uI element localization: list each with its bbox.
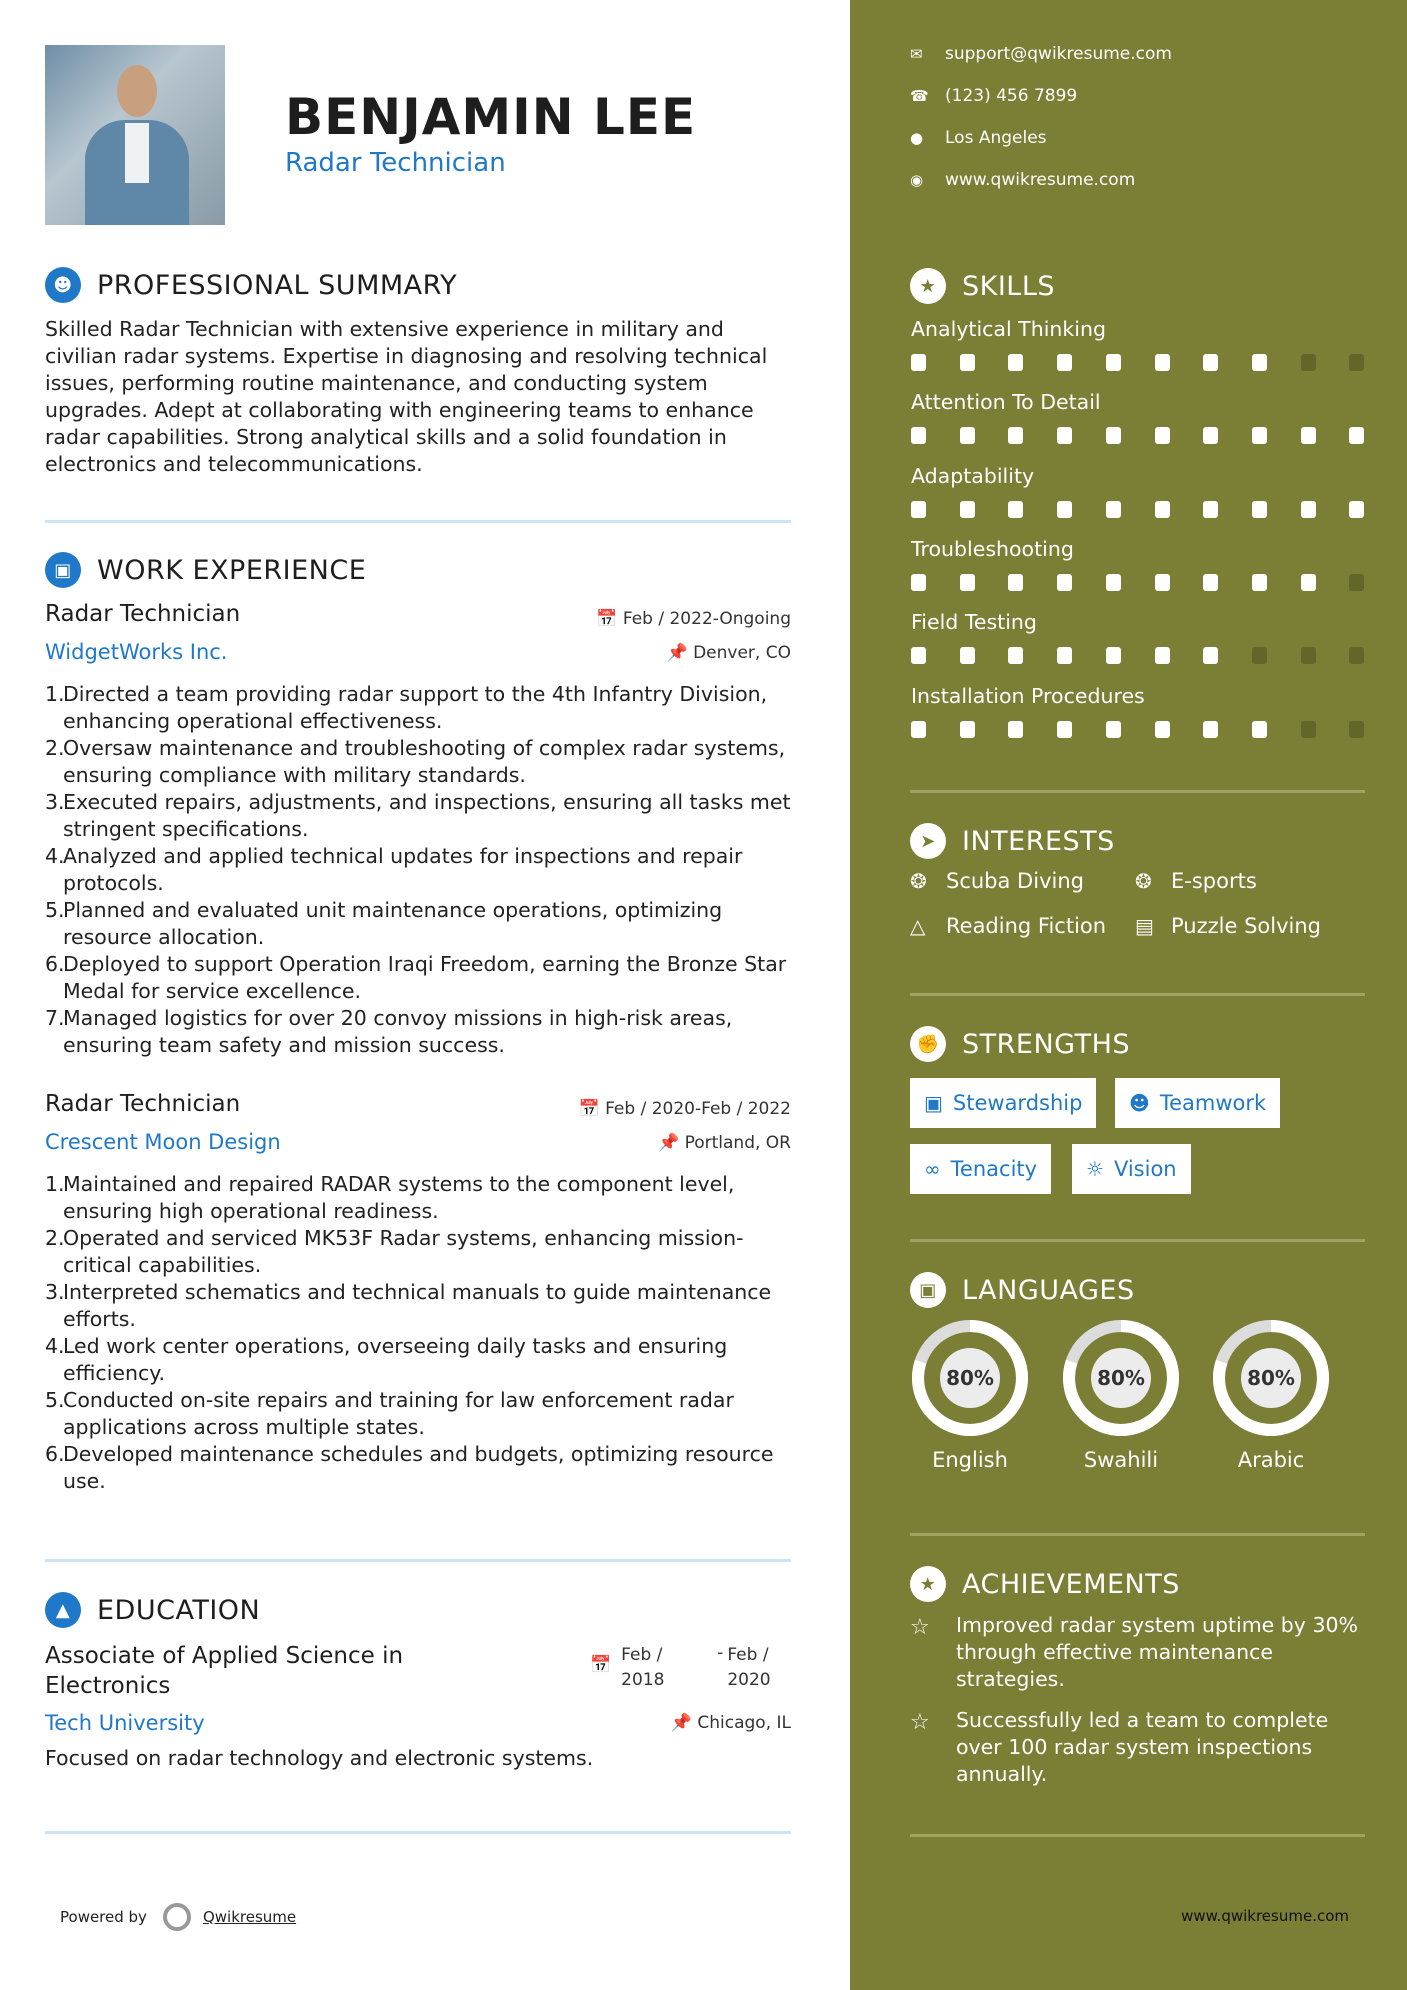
skill-rating [911, 427, 1366, 445]
skills-heading: ★ SKILLS [910, 268, 1055, 304]
skill-dot-filled [1155, 721, 1170, 738]
link-icon: ∞ [924, 1157, 941, 1181]
pin-icon: 📌 [658, 1133, 685, 1153]
list-item: 1. Maintained and repaired RADAR systems to the component level, ensuring high operational readiness. [45, 1172, 735, 1223]
divider [45, 1559, 791, 1562]
skill-dot-filled [960, 647, 975, 664]
footer-website[interactable]: www.qwikresume.com [1181, 1907, 1349, 1925]
shooting-star-icon: ☆ [910, 1710, 930, 1735]
language-name: English [932, 1448, 1008, 1472]
interest-item: ❂ Scuba Diving [910, 869, 1084, 893]
language-item [1211, 1318, 1331, 1472]
achievement-item: ☆ Successfully led a team to complete over 100 radar system inspections annually. [910, 1708, 1329, 1786]
education-note: Focused on radar technology and electronic systems. [45, 1746, 594, 1770]
skill-dot-empty [1301, 647, 1316, 664]
life-ring-icon: ❂ [910, 869, 927, 893]
job-title: Radar Technician [45, 601, 241, 627]
divider [910, 993, 1365, 996]
divider [45, 1831, 791, 1834]
school-name: Tech University [45, 1711, 205, 1735]
svg-text:80%: 80% [1097, 1366, 1145, 1390]
skill-label: Troubleshooting [911, 537, 1074, 561]
skill-dot-filled [1008, 354, 1023, 371]
strength-tag: ∞ Tenacity [910, 1144, 1051, 1194]
candidate-title: Radar Technician [285, 148, 506, 178]
map-marker-icon: ● [910, 129, 924, 147]
skill-dot-filled [1057, 501, 1072, 518]
skill-dot-filled [1008, 427, 1023, 444]
skill-dot-filled [911, 501, 926, 518]
divider [45, 520, 791, 523]
contact-email[interactable]: ✉ support@qwikresume.com [910, 44, 1172, 64]
skill-dot-filled [960, 721, 975, 738]
star-badge-icon: ★ [910, 1566, 946, 1602]
phone-icon: ☎ [910, 87, 929, 105]
job-location: 📌 Portland, OR [658, 1133, 791, 1153]
book-icon: ▤ [1135, 914, 1154, 938]
list-item: 1. Directed a team providing radar support to the 4th Infantry Division, enhancing operational effectiveness. [45, 682, 768, 733]
skill-label: Field Testing [911, 610, 1037, 634]
skill-dot-filled [1106, 721, 1121, 738]
skill-dot-empty [1349, 721, 1364, 738]
job-location: 📌 Denver, CO [666, 643, 791, 663]
skill-dot-filled [1057, 721, 1072, 738]
skill-dot-filled [1203, 427, 1218, 444]
interest-item: △ Reading Fiction [910, 914, 1107, 938]
strength-tag: ☼ Vision [1072, 1144, 1191, 1194]
skill-dot-filled [1301, 427, 1316, 444]
lightbulb-icon: ★ [910, 268, 946, 304]
skill-dot-filled [1106, 501, 1121, 518]
interests-heading: ➤ INTERESTS [910, 823, 1115, 859]
languages-heading: ▣ LANGUAGES [910, 1272, 1135, 1308]
skill-dot-filled [1252, 574, 1267, 591]
skill-dot-filled [1301, 501, 1316, 518]
language-name: Swahili [1083, 1448, 1159, 1472]
footer-branding: Powered by Qwikresume [60, 1903, 296, 1931]
contact-website[interactable]: ◉ www.qwikresume.com [910, 170, 1136, 190]
skill-dot-filled [1008, 721, 1023, 738]
users-icon: ☻ [1129, 1091, 1150, 1115]
skill-dot-filled [1008, 647, 1023, 664]
gamepad-icon: △ [910, 914, 926, 938]
divider [910, 1834, 1365, 1837]
job-duties [45, 1171, 795, 1495]
list-item: 2. Operated and serviced MK53F Radar systems, enhancing mission-critical capabilities. [45, 1226, 744, 1277]
job-duties [45, 681, 795, 1059]
summary-text: Skilled Radar Technician with extensive experience in military and civilian radar systems. Expertise in diagnosing and resolving technical issues, performing routine maintenance, and conducting system upgrades. Adept at collaborating with engineering teams to enhance radar capabilities. Strong analytical skills and a solid foundation in electronics and telecommunications. [45, 317, 768, 476]
skill-dot-filled [1203, 501, 1218, 518]
skill-dot-filled [911, 721, 926, 738]
skill-rating [911, 354, 1366, 372]
skill-dot-filled [1349, 427, 1364, 444]
profile-photo [45, 45, 225, 225]
list-item: 5. Conducted on-site repairs and training for law enforcement radar applications across multiple states. [45, 1388, 734, 1439]
skill-dot-empty [1301, 721, 1316, 738]
language-icon: ▣ [910, 1272, 946, 1308]
svg-text:80%: 80% [1247, 1366, 1295, 1390]
skill-label: Attention To Detail [911, 390, 1101, 414]
skill-dot-filled [1106, 574, 1121, 591]
skill-dot-filled [1252, 354, 1267, 371]
experience-heading: ▣ WORK EXPERIENCE [45, 552, 366, 588]
svg-text:80%: 80% [946, 1366, 994, 1390]
list-item: 7. Managed logistics for over 20 convoy missions in high-risk areas, ensuring team safety and mission success. [45, 1006, 733, 1057]
skill-dot-empty [1349, 574, 1364, 591]
interest-item: ❂ E-sports [1135, 869, 1257, 893]
user-icon: ☻ [45, 267, 81, 303]
skill-dot-empty [1349, 647, 1364, 664]
skill-dot-filled [1301, 574, 1316, 591]
skill-dot-filled [1057, 647, 1072, 664]
skill-dot-filled [1252, 721, 1267, 738]
language-item [910, 1318, 1030, 1472]
skill-dot-filled [1106, 354, 1121, 371]
list-item: 6. Developed maintenance schedules and budgets, optimizing resource use. [45, 1442, 774, 1493]
binoculars-icon: ☼ [1086, 1157, 1104, 1181]
list-item: 2. Oversaw maintenance and troubleshooting of complex radar systems, ensuring compliance with military standards. [45, 736, 786, 787]
skill-dot-filled [911, 427, 926, 444]
language-item [1061, 1318, 1181, 1472]
skill-label: Adaptability [911, 464, 1035, 488]
list-item: 5. Planned and evaluated unit maintenance operations, optimizing resource allocation. [45, 898, 723, 949]
skill-dot-filled [1203, 574, 1218, 591]
qwikresume-logo-icon [163, 1903, 191, 1931]
skill-dot-filled [1203, 647, 1218, 664]
job-company: WidgetWorks Inc. [45, 640, 228, 664]
achievement-item: ☆ Improved radar system uptime by 30% through effective maintenance strategies. [910, 1613, 1359, 1691]
skill-dot-filled [1155, 427, 1170, 444]
calendar-icon: 📅 [590, 1655, 612, 1675]
life-ring-icon: ❂ [1135, 869, 1152, 893]
skill-dot-filled [911, 354, 926, 371]
education-location: 📌 Chicago, IL [670, 1713, 791, 1733]
language-name: Arabic [1237, 1448, 1305, 1472]
list-item: 6. Deployed to support Operation Iraqi Freedom, earning the Bronze Star Medal for service excellence. [45, 952, 787, 1003]
fist-icon: ✊ [910, 1026, 946, 1062]
skill-label: Installation Procedures [911, 684, 1145, 708]
skill-dot-filled [1155, 501, 1170, 518]
education-heading: ▲ EDUCATION [45, 1592, 260, 1628]
skill-dot-filled [1349, 501, 1364, 518]
strength-tag: ▣ Stewardship [910, 1078, 1096, 1128]
skill-label: Analytical Thinking [911, 317, 1106, 341]
list-item: 4. Analyzed and applied technical updates for inspections and repair protocols. [45, 844, 743, 895]
achievements-heading: ★ ACHIEVEMENTS [910, 1566, 1180, 1602]
skill-rating [911, 721, 1366, 739]
skill-dot-filled [911, 574, 926, 591]
skill-dot-filled [1155, 574, 1170, 591]
candidate-name: BENJAMIN LEE [285, 88, 697, 146]
qwikresume-link[interactable]: Qwikresume [202, 1908, 297, 1926]
interest-item: ▤ Puzzle Solving [1135, 914, 1321, 938]
skill-dot-filled [1203, 354, 1218, 371]
globe-icon: ◉ [910, 171, 924, 189]
strengths-heading: ✊ STRENGTHS [910, 1026, 1130, 1062]
summary-heading: ☻ PROFESSIONAL SUMMARY [45, 267, 457, 303]
skill-dot-empty [1301, 354, 1316, 371]
language-progress-ring [910, 1318, 1030, 1438]
divider [910, 790, 1365, 793]
contact-location: ● Los Angeles [910, 128, 1047, 148]
job-dates: 📅 Feb / 2020-Feb / 2022 [578, 1099, 791, 1119]
skill-rating [911, 501, 1366, 519]
divider [910, 1239, 1365, 1242]
strength-tag: ☻ Teamwork [1115, 1078, 1280, 1128]
contact-phone[interactable]: ☎ (123) 456 7899 [910, 86, 1078, 106]
skill-dot-filled [1057, 574, 1072, 591]
skill-dot-empty [1252, 647, 1267, 664]
job-title: Radar Technician [45, 1091, 241, 1117]
pin-icon: 📌 [666, 643, 694, 663]
skill-dot-filled [960, 501, 975, 518]
skill-dot-filled [1057, 354, 1072, 371]
skill-dot-filled [911, 647, 926, 664]
education-dates: 📅 Feb / 2018 - Feb / 2020 [590, 1643, 787, 1693]
shooting-star-icon: ☆ [910, 1615, 930, 1640]
calendar-icon: 📅 [578, 1099, 606, 1119]
skill-dot-filled [1155, 647, 1170, 664]
skill-dot-filled [1008, 501, 1023, 518]
skill-rating [911, 647, 1366, 665]
divider [910, 1533, 1365, 1536]
language-progress-ring [1211, 1318, 1331, 1438]
briefcase-icon: ▣ [924, 1091, 943, 1115]
skill-dot-filled [1106, 427, 1121, 444]
graduation-icon: ▲ [45, 1592, 81, 1628]
pin-icon: 📌 [670, 1713, 698, 1733]
paper-plane-icon: ➤ [910, 823, 946, 859]
skill-dot-filled [1155, 354, 1170, 371]
job-company: Crescent Moon Design [45, 1130, 281, 1154]
skill-dot-filled [1008, 574, 1023, 591]
skill-rating [911, 574, 1366, 592]
skill-dot-filled [960, 574, 975, 591]
skill-dot-empty [1349, 354, 1364, 371]
calendar-icon: 📅 [596, 609, 623, 629]
skill-dot-filled [960, 354, 975, 371]
skill-dot-filled [1203, 721, 1218, 738]
envelope-icon: ✉ [910, 45, 923, 63]
job-dates: 📅 Feb / 2022-Ongoing [596, 609, 791, 629]
skill-dot-filled [1057, 427, 1072, 444]
language-progress-ring [1061, 1318, 1181, 1438]
degree-title: Associate of Applied Science in Electronics [45, 1643, 404, 1699]
list-item: 3. Interpreted schematics and technical manuals to guide maintenance efforts. [45, 1280, 772, 1331]
skill-dot-filled [960, 427, 975, 444]
skill-dot-filled [1252, 501, 1267, 518]
briefcase-icon: ▣ [45, 552, 81, 588]
list-item: 4. Led work center operations, overseeing daily tasks and ensuring efficiency. [45, 1334, 728, 1385]
skill-dot-filled [1106, 647, 1121, 664]
skill-dot-filled [1252, 427, 1267, 444]
list-item: 3. Executed repairs, adjustments, and inspections, ensuring all tasks met stringent specifications. [45, 790, 791, 841]
